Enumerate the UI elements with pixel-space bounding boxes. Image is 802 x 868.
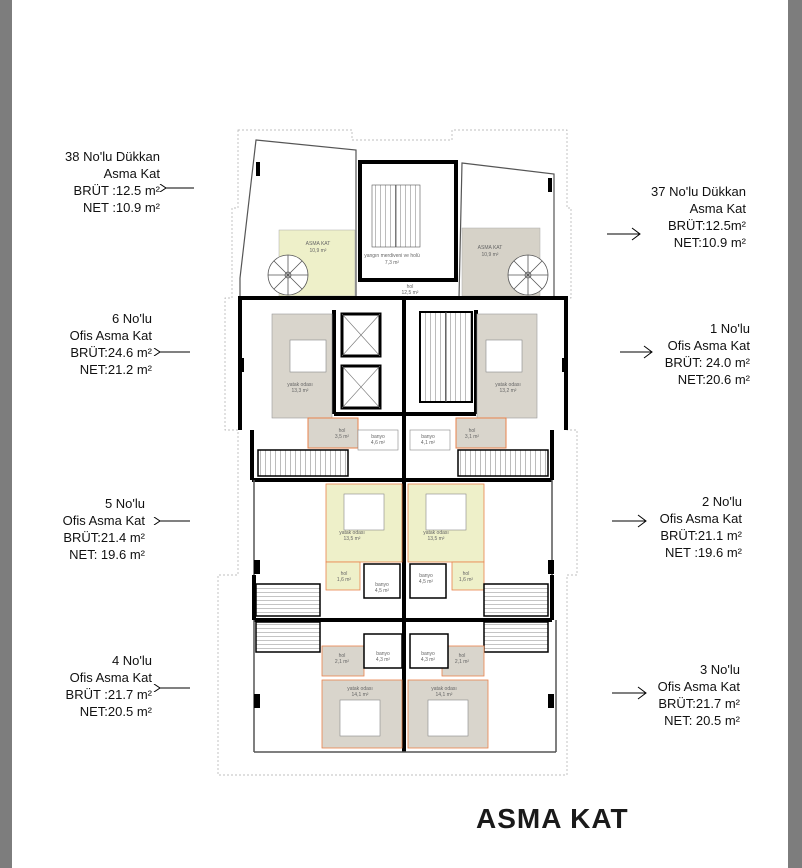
- svg-text:hol: hol: [338, 428, 346, 434]
- unit-38-label: 38 No'lu Dükkan Asma Kat BRÜT :12.5 m² NET :10.9 m²: [65, 149, 160, 215]
- svg-text:hol: hol: [406, 284, 414, 290]
- svg-text:yatak odası: yatak odası: [495, 382, 521, 388]
- svg-text:13,5 m²: 13,5 m²: [343, 536, 361, 542]
- side-stair-2l: [256, 584, 320, 616]
- svg-text:4,1 m²: 4,1 m²: [420, 440, 436, 446]
- svg-text:1,6 m²: 1,6 m²: [336, 577, 352, 583]
- svg-text:10,9 m²: 10,9 m²: [481, 252, 499, 258]
- svg-text:4,3 m²: 4,3 m²: [420, 657, 436, 663]
- unit-3-label: 3 No'lu Ofis Asma Kat BRÜT:21.7 m² NET: 20.5 m²: [657, 662, 740, 728]
- svg-text:banyo: banyo: [376, 651, 390, 657]
- svg-text:hol: hol: [340, 571, 348, 577]
- side-stair-1l: [258, 450, 348, 476]
- unit-6-label: 6 No'lu Ofis Asma Kat BRÜT:24.6 m² NET:21.2 m²: [69, 311, 152, 377]
- svg-text:13,2 m²: 13,2 m²: [499, 388, 517, 394]
- side-stair-1r: [458, 450, 548, 476]
- svg-text:4,5 m²: 4,5 m²: [418, 579, 434, 585]
- side-stair-2r: [484, 584, 548, 616]
- svg-text:yatak odası: yatak odası: [431, 686, 457, 692]
- svg-text:banyo: banyo: [421, 434, 435, 440]
- svg-text:4,6 m²: 4,6 m²: [370, 440, 386, 446]
- svg-text:banyo: banyo: [421, 651, 435, 657]
- svg-text:banyo: banyo: [371, 434, 385, 440]
- svg-text:4,3 m²: 4,3 m²: [375, 657, 391, 663]
- svg-text:12,5 m²: 12,5 m²: [401, 290, 419, 296]
- svg-text:banyo: banyo: [375, 582, 389, 588]
- svg-text:yatak odası: yatak odası: [423, 530, 449, 536]
- spiral-stair-right: [508, 255, 548, 295]
- svg-text:3,5 m²: 3,5 m²: [334, 434, 350, 440]
- svg-text:hol: hol: [458, 653, 466, 659]
- svg-text:10,9 m²: 10,9 m²: [309, 248, 327, 254]
- unit-2-label: 2 No'lu Ofis Asma Kat BRÜT:21.1 m² NET :19.6 m²: [659, 494, 742, 560]
- floor-title: ASMA KAT: [476, 803, 629, 834]
- svg-text:yatak odası: yatak odası: [287, 382, 313, 388]
- svg-text:13,5 m²: 13,5 m²: [427, 536, 445, 542]
- unit-4-label: 4 No'lu Ofis Asma Kat BRÜT :21.7 m² NET:20.5 m²: [65, 653, 152, 719]
- unit-37-label: 37 No'lu Dükkan Asma Kat BRÜT:12.5m² NET:10.9 m²: [651, 184, 746, 250]
- svg-text:banyo: banyo: [419, 573, 433, 579]
- svg-text:14,1 m²: 14,1 m²: [435, 692, 453, 698]
- spiral-stair-left: [268, 255, 308, 295]
- svg-text:yatak odası: yatak odası: [339, 530, 365, 536]
- svg-text:3,1 m²: 3,1 m²: [464, 434, 480, 440]
- svg-text:7,3 m²: 7,3 m²: [384, 260, 400, 266]
- svg-text:hol: hol: [462, 571, 470, 577]
- lbl-asma-l: ASMA KAT: [305, 241, 331, 247]
- svg-text:13,3 m²: 13,3 m²: [291, 388, 309, 394]
- svg-text:14,1 m²: 14,1 m²: [351, 692, 369, 698]
- lbl-asma-r: ASMA KAT: [477, 245, 503, 251]
- svg-text:2,1 m²: 2,1 m²: [334, 659, 350, 665]
- svg-text:yangın merdiveni ve holü: yangın merdiveni ve holü: [364, 253, 420, 259]
- svg-text:yatak odası: yatak odası: [347, 686, 373, 692]
- svg-text:2,1 m²: 2,1 m²: [454, 659, 470, 665]
- unit-1-label: 1 No'lu Ofis Asma Kat BRÜT: 24.0 m² NET:20.6 m²: [664, 321, 750, 387]
- svg-text:4,5 m²: 4,5 m²: [374, 588, 390, 594]
- svg-text:1,6 m²: 1,6 m²: [458, 577, 474, 583]
- svg-text:hol: hol: [468, 428, 476, 434]
- svg-text:hol: hol: [338, 653, 346, 659]
- unit-5-label: 5 No'lu Ofis Asma Kat BRÜT:21.4 m² NET: 19.6 m²: [62, 496, 145, 562]
